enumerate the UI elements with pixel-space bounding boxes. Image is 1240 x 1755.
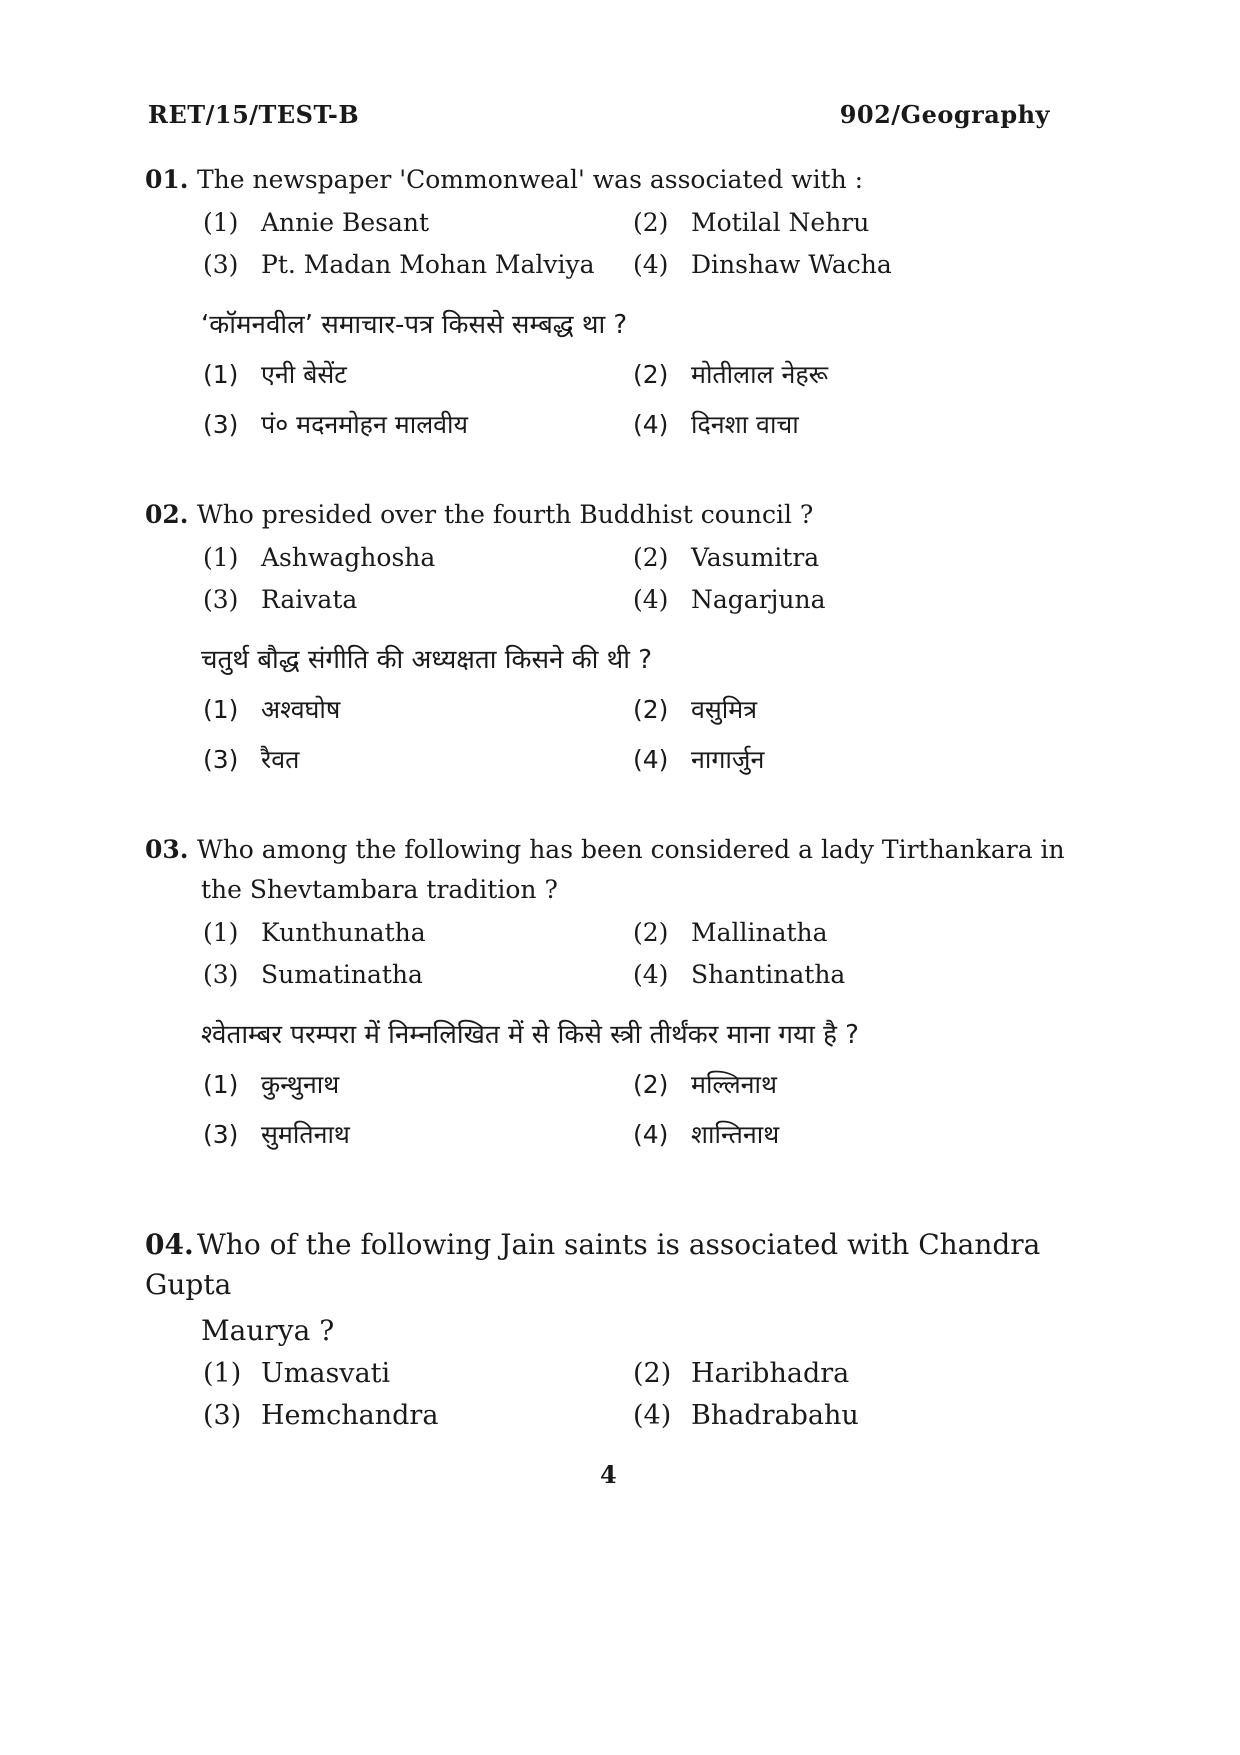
option: (4) शान्तिनाथ <box>633 1120 780 1149</box>
option: (2) Haribhadra <box>633 1358 850 1389</box>
option: (4) दिनशा वाचा <box>633 410 799 439</box>
question-3 <box>145 830 1065 1160</box>
question-text-hi: चतुर्थ बौद्ध संगीति की अध्यक्षता किसने की थी ? <box>201 645 653 675</box>
option: (3) रैवत <box>203 745 300 774</box>
option: (1) कुन्थुनाथ <box>203 1070 340 1099</box>
paper-code: RET/15/TEST-B <box>148 100 360 129</box>
option: (3) Raivata <box>203 585 358 614</box>
option: (4) Shantinatha <box>633 960 846 989</box>
subject-code: 902/Geography <box>839 100 1050 129</box>
question-text-en: The newspaper 'Commonweal' was associated with : <box>197 165 864 194</box>
option: (2) Vasumitra <box>633 543 820 572</box>
option: (1) Umasvati <box>203 1358 391 1389</box>
options-en <box>145 912 1065 996</box>
question-4 <box>145 1225 1065 1437</box>
question-text-hi: ‘कॉमनवील’ समाचार-पत्र किससे सम्बद्ध था ? <box>201 310 628 340</box>
question-2 <box>145 495 1065 785</box>
question-text-hi: श्वेताम्बर परम्परा में निम्नलिखित में से किसे स्त्री तीर्थंकर माना गया है ? <box>201 1020 859 1050</box>
option: (4) Nagarjuna <box>633 585 826 614</box>
question-text-en: Who presided over the fourth Buddhist council ? <box>197 500 814 529</box>
option: (3) Sumatinatha <box>203 960 423 989</box>
question-number: 02. <box>145 500 189 529</box>
option: (1) Ashwaghosha <box>203 543 436 572</box>
question-number: 01. <box>145 165 189 194</box>
question-1 <box>145 160 1065 450</box>
option: (1) अश्वघोष <box>203 695 341 724</box>
options-hi <box>145 1060 1065 1160</box>
option: (4) Bhadrabahu <box>633 1400 859 1431</box>
option: (2) Mallinatha <box>633 918 828 947</box>
options-hi <box>145 350 1065 450</box>
option: (1) एनी बेसेंट <box>203 360 347 389</box>
option: (3) Pt. Madan Mohan Malviya <box>203 250 595 279</box>
option: (1) Kunthunatha <box>203 918 426 947</box>
option: (2) मल्लिनाथ <box>633 1070 777 1099</box>
options-en <box>145 202 1065 286</box>
options-en <box>145 537 1065 621</box>
option: (1) Annie Besant <box>203 208 430 237</box>
option: (4) Dinshaw Wacha <box>633 250 892 279</box>
option: (3) Hemchandra <box>203 1400 439 1431</box>
question-text-en: Who of the following Jain saints is associated with Chandra Gupta <box>145 1228 1041 1301</box>
option: (3) सुमतिनाथ <box>203 1120 350 1149</box>
option: (4) नागार्जुन <box>633 745 765 774</box>
question-text-en: Who among the following has been considered a lady Tirthankara in <box>197 835 1065 864</box>
question-number: 04. <box>145 1228 194 1261</box>
options-en <box>145 1353 1065 1437</box>
option: (3) पं० मदनमोहन मालवीय <box>203 410 469 439</box>
options-hi <box>145 685 1065 785</box>
option: (2) मोतीलाल नेहरू <box>633 360 829 389</box>
question-text-en-cont: Maurya ? <box>201 1314 335 1347</box>
option: (2) वसुमित्र <box>633 695 758 724</box>
option: (2) Motilal Nehru <box>633 208 870 237</box>
question-text-en-cont: the Shevtambara tradition ? <box>201 875 558 904</box>
page-number: 4 <box>600 1460 617 1489</box>
question-number: 03. <box>145 835 189 864</box>
